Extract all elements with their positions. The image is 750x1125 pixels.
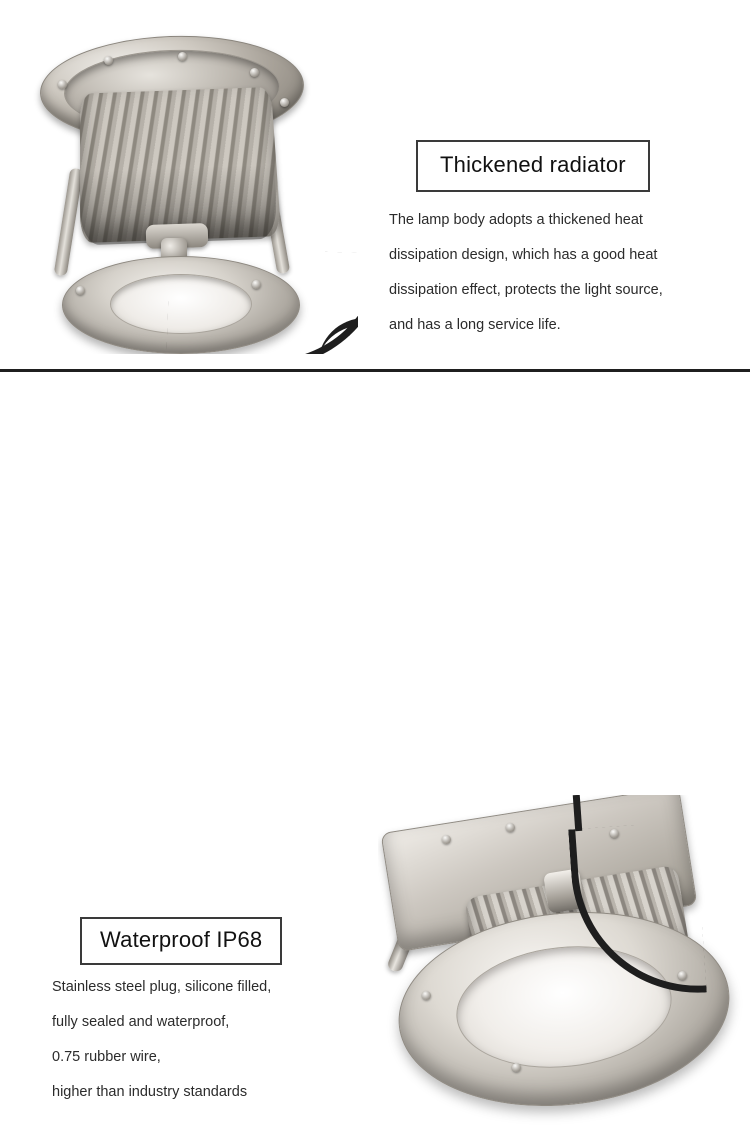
body-line: The lamp body adopts a thickened heat — [389, 212, 643, 228]
body-copy-thickened-radiator — [389, 203, 729, 343]
headline-thickened-radiator: Thickened radiator — [416, 140, 650, 192]
headline-waterproof-ip68: Waterproof IP68 — [80, 917, 282, 965]
body-line: dissipation effect, protects the light source, — [389, 282, 663, 298]
bolt-icon — [512, 1063, 521, 1072]
bolt-icon — [250, 68, 259, 77]
bolt-icon — [422, 991, 431, 1000]
product-photo-bottom — [378, 795, 750, 1125]
bolt-icon — [442, 835, 451, 844]
power-cable-top — [573, 795, 582, 831]
product-photo-top — [18, 18, 358, 354]
body-copy-waterproof-ip68 — [52, 970, 382, 1110]
bolt-icon — [178, 52, 187, 61]
bolt-icon — [76, 286, 85, 295]
body-line: fully sealed and waterproof, — [52, 1014, 230, 1030]
bolt-icon — [58, 80, 67, 89]
body-line: dissipation design, which has a good heat — [389, 247, 658, 263]
bolt-icon — [104, 56, 113, 65]
body-line: higher than industry standards — [52, 1084, 248, 1100]
bolt-icon — [506, 823, 515, 832]
section-thickened-radiator — [0, 0, 750, 372]
bolt-icon — [280, 98, 289, 107]
body-line: and has a long service life. — [389, 317, 561, 333]
body-line: 0.75 rubber wire, — [52, 1049, 161, 1065]
body-line: Stainless steel plug, silicone filled, — [52, 979, 272, 995]
section-waterproof-ip68 — [0, 375, 750, 1100]
